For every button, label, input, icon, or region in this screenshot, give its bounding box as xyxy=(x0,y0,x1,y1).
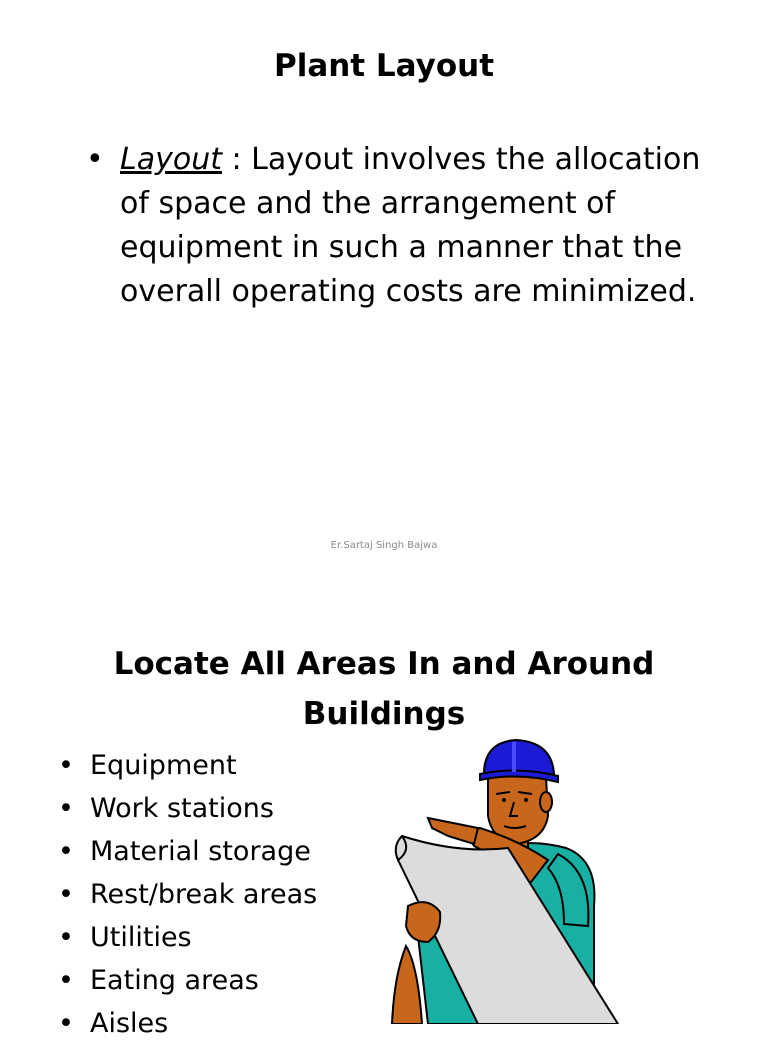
construction-worker-clipart-icon xyxy=(388,736,628,1024)
bullet-dot: • xyxy=(58,879,74,910)
list-item: • Eating areas xyxy=(58,959,317,1002)
bullet-dot: • xyxy=(58,750,74,781)
definition-line-3: equipment in such a manner that the xyxy=(120,230,683,265)
slide-footer-author: Er.Sartaj Singh Bajwa xyxy=(330,540,438,551)
bullet-dot: • xyxy=(86,142,104,177)
slide-title: Plant Layout xyxy=(273,48,495,84)
list-item: • Rest/break areas xyxy=(58,873,317,916)
list-item: • Aisles xyxy=(58,1002,317,1045)
list-item: • Equipment xyxy=(58,744,317,787)
bullet-dot: • xyxy=(58,836,74,867)
bullet-dot: • xyxy=(58,965,74,996)
definition-text xyxy=(120,138,726,314)
definition-line-1: : Layout involves the allocation xyxy=(221,142,701,177)
bullet-dot: • xyxy=(58,1008,74,1039)
definition-line-2: of space and the arrangement of xyxy=(120,186,616,221)
title-line-1: Locate All Areas In and Around xyxy=(113,646,655,682)
bullet-dot: • xyxy=(58,922,74,953)
definition-bullet xyxy=(86,138,726,314)
title-line-2: Buildings xyxy=(302,696,466,732)
bullet-dot: • xyxy=(58,793,74,824)
definition-line-4: overall operating costs are minimized. xyxy=(120,274,697,309)
slide-locate-areas xyxy=(0,576,768,1039)
areas-list xyxy=(58,744,317,1045)
list-item: • Utilities xyxy=(58,916,317,959)
slide-title xyxy=(0,639,768,739)
definition-term: Layout xyxy=(120,142,222,177)
list-item: • Material storage xyxy=(58,830,317,873)
list-item: • Work stations xyxy=(58,787,317,830)
